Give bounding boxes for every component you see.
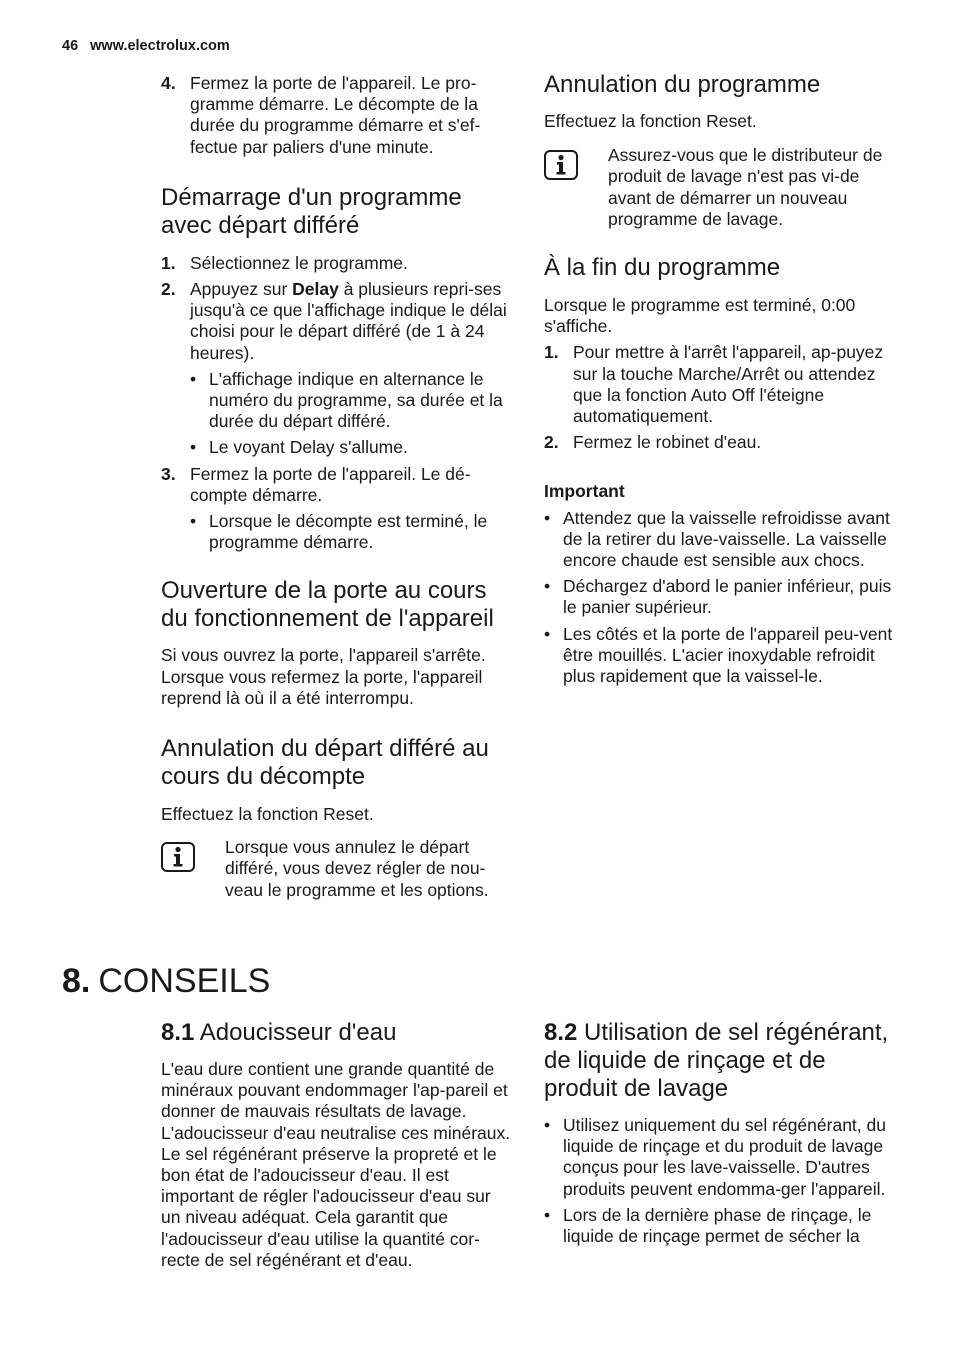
important-list [544,508,896,688]
delayed-step-2: 2. Appuyez sur Delay à plusieurs repri-ses jusqu'à ce que l'affichage indique le délai choisi pour le départ différé (de 1 à 24 heures). [161,279,507,363]
bullet-item: • L'affichage indique en alternance le numéro du programme, sa durée et la durée du départ différé. [190,368,503,432]
heading-end-program: À la fin du programme [544,254,781,282]
cancel-program-paragraph: Effectuez la fonction Reset. [544,111,757,131]
info-note-text: Lorsque vous annulez le départ différé, vous devez régler de nou-veau le programme et les options. [225,837,489,900]
door-paragraph: Si vous ouvrez la porte, l'appareil s'arrête. Lorsque vous refermez la porte, l'appareil reprend là où il a été interrompu. [161,645,486,708]
section-8-2-heading: 8.2 Utilisation de sel régénérant, de liquide de rinçage et de produit de lavage [544,1019,889,1102]
step-4: 4. Fermez la porte de l'appareil. Le pro-gramme démarre. Le décompte de la durée du programme démarre et s'ef-fectue par paliers d'une minute. [161,73,481,157]
water-softener-paragraph-1: L'eau dure contient une grande quantité de minéraux pouvant endommager l'ap-pareil et donner de mauvais résultats de lavage. L'adoucisseur d'eau neutralise ces minéraux. [161,1059,511,1143]
end-step-2: 2. Fermez le robinet d'eau. [544,432,762,453]
info-note [161,837,513,901]
heading-door-opening: Ouverture de la porte au cours du fonctionnement de l'appareil [161,577,494,633]
heading-cancel-program: Annulation du programme [544,71,821,98]
bullet-item: • Lorsque le décompte est terminé, le programme démarre. [190,511,488,553]
website-link[interactable]: www.electrolux.com [90,38,230,54]
delayed-step-1: 1. Sélectionnez le programme. [161,252,408,273]
chapter-title: CONSEILS [98,962,271,1000]
info-icon [544,150,578,180]
section-8-1-heading: 8.1 Adoucisseur d'eau [161,1019,397,1046]
right-column [544,71,896,687]
important-label: Important [544,481,625,502]
cancel-delay-paragraph: Effectuez la fonction Reset. [161,804,374,825]
chapter-heading [62,960,270,1002]
chapter-number: 8. [62,962,91,1000]
info-icon [161,842,195,872]
left-column [161,73,513,901]
heading-cancel-delay: Annulation du départ différé au cours du décompte [161,735,489,791]
page-header [62,38,230,54]
water-softener-paragraph-2: Le sel régénérant préserve la propreté et le bon état de l'adoucisseur d'eau. Il est important de régler l'adoucisseur d'eau sur un niveau adéquat. Cela garantit que l'adoucisseur d'eau utilise la quantité cor-recte de sel régénérant et d'eau. [161,1143,497,1270]
section-8-1 [161,1019,513,1271]
end-paragraph: Lorsque le programme est terminé, 0:00 s'affiche. [544,295,856,337]
delay-button-label: Delay [292,279,339,300]
bullet-item: • Déchargez d'abord le panier inférieur, puis le panier supérieur. [544,576,892,618]
bullet-item: • Utilisez uniquement du sel régénérant, du liquide de rinçage et du produit de lavage conçus pour les lave-vaisselle. D'autres produits peuvent endomma-ger l'appareil. [544,1115,886,1199]
bullet-item: • Attendez que la vaisselle refroidisse avant de la retirer du lave-vaisselle. La vaisselle encore chaude est sensible aux chocs. [544,507,890,571]
section-8-2 [544,1019,896,1247]
delayed-step-3: 3. Fermez la porte de l'appareil. Le dé-compte démarre. [161,463,471,505]
bullet-item: • Lors de la dernière phase de rinçage, le liquide de rinçage permet de sécher la [544,1204,872,1247]
bullet-item: • Le voyant Delay s'allume. [190,437,408,458]
page-number: 46 [62,38,79,54]
heading-delayed-start: Démarrage d'un programme avec départ différé [161,183,462,239]
info-note-text: Assurez-vous que le distributeur de produit de lavage n'est pas vi-de avant de démarrer un nouveau programme de lavage. [608,145,883,229]
info-note [544,145,896,230]
delayed-steps-list [161,253,513,554]
bullet-item: • Les côtés et la porte de l'appareil peu-vent être mouillés. L'acier inoxydable refroidit plus rapidement que la vaissel-le. [544,623,893,687]
end-steps-list [544,342,896,453]
products-list [544,1115,896,1247]
end-step-1: 1. Pour mettre à l'arrêt l'appareil, ap-puyez sur la touche Marche/Arrêt ou attendez que la fonction Auto Off l'éteigne automatiquement. [544,342,884,427]
